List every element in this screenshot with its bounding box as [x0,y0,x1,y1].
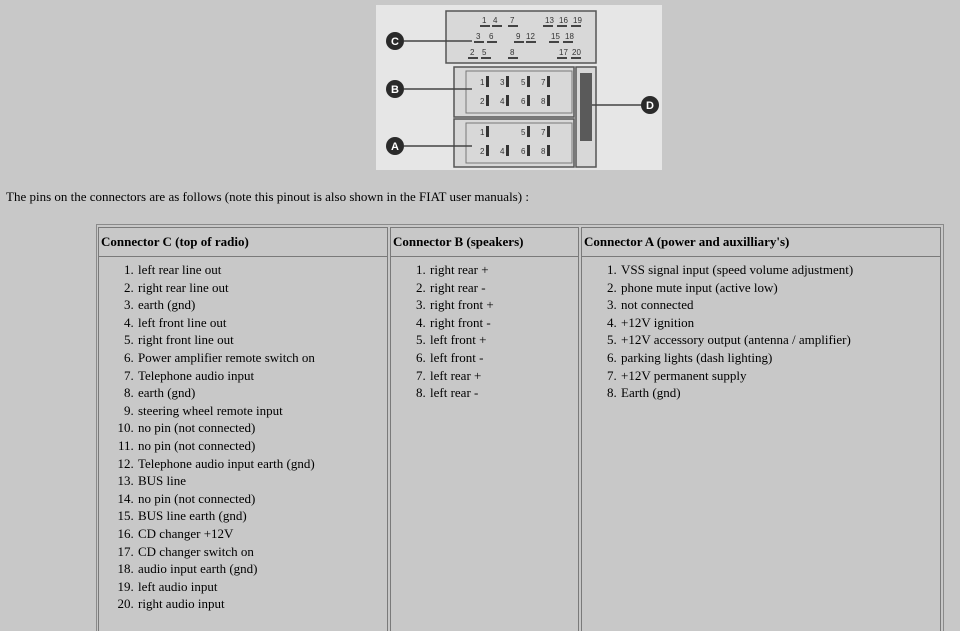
connector-a-column [581,227,941,631]
intro-text: The pins on the connectors are as follows (note this pinout is also shown in the FIAT user manuals) : [6,189,529,204]
pin-item: 5. right front line out [137,331,387,349]
connector-a-pin-label: 8 [541,147,546,156]
connector-c-pin-label: 1 [482,16,487,25]
connector-c-header: Connector C (top of radio) [99,228,387,257]
connector-a-pin-label: 1 [480,128,485,137]
connector-c-pin-label: 12 [526,32,535,41]
connector-c-pin-label: 4 [493,16,498,25]
pin-item: 9. steering wheel remote input [137,402,387,420]
pin-item: 2. phone mute input (active low) [620,279,940,297]
pin-item: 12. Telephone audio input earth (gnd) [137,455,387,473]
connector-a-header: Connector A (power and auxilliary's) [582,228,940,257]
pin-item: 20. right audio input [137,595,387,613]
pin-item: 5. +12V accessory output (antenna / amplifier) [620,331,940,349]
pin-item: 8. earth (gnd) [137,384,387,402]
pin-item: 11. no pin (not connected) [137,437,387,455]
pin-item: 15. BUS line earth (gnd) [137,507,387,525]
connector-c-pin-list [99,261,387,613]
pin-item: 4. +12V ignition [620,314,940,332]
pin-item: 1. VSS signal input (speed volume adjustment) [620,261,940,279]
connector-b-header: Connector B (speakers) [391,228,578,257]
pin-item: 6. parking lights (dash lighting) [620,349,940,367]
connector-a-pin-label: 2 [480,147,485,156]
pinout-table [96,224,944,631]
connector-b-pin-label: 3 [500,78,505,87]
pin-item: 3. right front + [429,296,578,314]
connector-diagram-drawing [376,5,662,170]
connector-d-block [580,73,592,141]
connector-c-pin-label: 5 [482,48,487,57]
connector-b-pin-label: 5 [521,78,526,87]
callout-label: C [391,36,399,48]
connector-a-pin-list [582,261,940,402]
connector-c-pin-label: 17 [559,48,568,57]
pin-item: 4. right front - [429,314,578,332]
pin-item: 6. left front - [429,349,578,367]
callout-label: A [391,141,399,153]
connector-b-pin-label: 1 [480,78,485,87]
callout-label: B [391,84,399,96]
connector-c-pin-label: 2 [470,48,475,57]
connector-c-pin-label: 7 [510,16,515,25]
pin-item: 1. right rear + [429,261,578,279]
pin-item: 8. left rear - [429,384,578,402]
connector-c-column [98,227,388,631]
pin-item: 1. left rear line out [137,261,387,279]
connector-a-pin-label: 6 [521,147,526,156]
callout-a [386,137,404,155]
connector-a-pin-label: 4 [500,147,505,156]
connector-b-pin-label: 4 [500,97,505,106]
connector-b-pin-label: 7 [541,78,546,87]
connector-c-pin-label: 15 [551,32,560,41]
pin-item: 6. Power amplifier remote switch on [137,349,387,367]
pin-item: 13. BUS line [137,472,387,490]
connector-c-pin-label: 6 [489,32,494,41]
pin-item: 14. no pin (not connected) [137,490,387,508]
connector-b-pin-list [391,261,578,402]
connector-b-pin-label: 6 [521,97,526,106]
pin-item: 18. audio input earth (gnd) [137,560,387,578]
pin-item: 4. left front line out [137,314,387,332]
connector-b-pin-label: 2 [480,97,485,106]
pin-item: 2. right rear - [429,279,578,297]
callout-d [641,96,659,114]
pin-item: 7. left rear + [429,367,578,385]
connector-a-pin-label: 5 [521,128,526,137]
pin-item: 3. earth (gnd) [137,296,387,314]
callout-label: D [646,100,654,112]
pin-item: 16. CD changer +12V [137,525,387,543]
pin-item: 3. not connected [620,296,940,314]
connector-c-pin-label: 3 [476,32,481,41]
connector-a-housing [454,119,574,167]
connector-c-pin-label: 18 [565,32,574,41]
connector-a-pin-label: 7 [541,128,546,137]
connector-b-column [390,227,579,631]
connector-c-pin-label: 13 [545,16,554,25]
connector-diagram [376,5,662,170]
connector-c-pin-label: 8 [510,48,515,57]
pin-item: 17. CD changer switch on [137,543,387,561]
connector-c-pin-label: 20 [572,48,581,57]
pin-item: 5. left front + [429,331,578,349]
connector-c-pin-label: 16 [559,16,568,25]
callout-c [386,32,404,50]
connector-c-pin-label: 9 [516,32,521,41]
pin-item: 10. no pin (not connected) [137,419,387,437]
pin-item: 2. right rear line out [137,279,387,297]
connector-c-pin-label: 19 [573,16,582,25]
connector-b-housing [454,67,574,117]
callout-b [386,80,404,98]
pin-item: 7. Telephone audio input [137,367,387,385]
pin-item: 8. Earth (gnd) [620,384,940,402]
pin-item: 7. +12V permanent supply [620,367,940,385]
connector-b-pin-label: 8 [541,97,546,106]
pin-item: 19. left audio input [137,578,387,596]
